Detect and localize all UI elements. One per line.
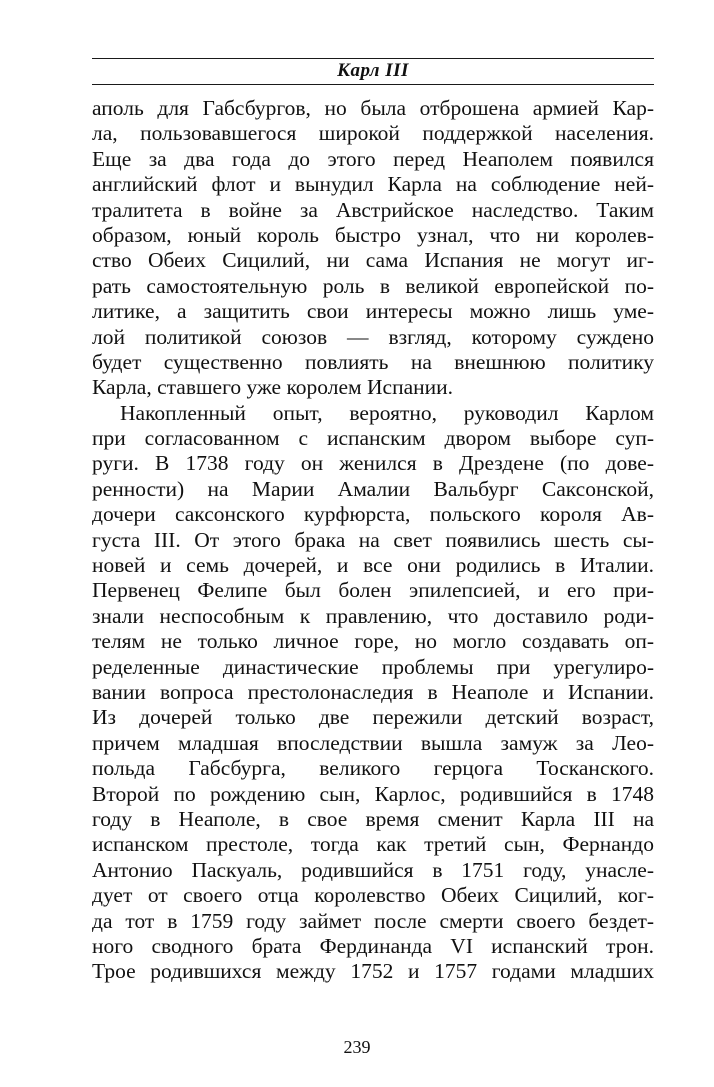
text-line: Первенец Фелипе был болен эпилепсией, и его при- bbox=[92, 578, 654, 603]
text-line: Карла, ставшего уже королем Испании. bbox=[92, 375, 454, 400]
paragraph-2 bbox=[92, 401, 654, 985]
text-line: причем младшая впоследствии вышла замуж за Лео- bbox=[92, 730, 654, 755]
text-line: да тот в 1759 году займет после смерти своего бездет- bbox=[92, 908, 654, 933]
text-line: тралитета в войне за Австрийское наследство. Таким bbox=[92, 197, 654, 222]
body-text bbox=[92, 96, 654, 985]
text-line: руги. В 1738 году он женился в Дрездене (по дове- bbox=[92, 451, 654, 476]
text-line: польда Габсбурга, великого герцога Тосканского. bbox=[92, 756, 654, 781]
text-line: Трое родившихся между 1752 и 1757 годами младших bbox=[92, 959, 654, 984]
text-line: ла, пользовавшегося широкой поддержкой населения. bbox=[92, 121, 654, 146]
text-line: дочери саксонского курфюрста, польского короля Ав- bbox=[92, 502, 654, 527]
text-line: вании вопроса престолонаследия в Неаполе и Испании. bbox=[92, 679, 654, 704]
text-line: Еще за два года до этого перед Неаполем появился bbox=[92, 146, 654, 171]
text-line: ределенные династические проблемы при урегулиро- bbox=[92, 654, 654, 679]
text-line: при согласованном с испанским двором выборе суп- bbox=[92, 426, 654, 451]
paragraph-1 bbox=[92, 96, 654, 401]
text-line: ренности) на Марии Амалии Вальбург Саксонской, bbox=[92, 476, 654, 501]
running-head bbox=[92, 52, 654, 86]
text-line: дует от своего отца королевство Обеих Сицилий, ког- bbox=[92, 883, 654, 908]
text-line: ство Обеих Сицилий, ни сама Испания не могут иг- bbox=[92, 248, 654, 273]
header-rule-top bbox=[92, 58, 654, 59]
text-line: ного сводного брата Фердинанда VI испанский трон. bbox=[92, 933, 654, 958]
text-line: испанском престоле, тогда как третий сын, Фернандо bbox=[92, 832, 654, 857]
text-line: английский флот и вынудил Карла на соблюдение ней- bbox=[92, 172, 654, 197]
text-line: литике, а защитить свои интересы можно лишь уме- bbox=[92, 299, 654, 324]
text-line: году в Неаполе, в свое время сменит Карла III на bbox=[92, 806, 654, 831]
text-line: новей и семь дочерей, и все они родились в Италии. bbox=[92, 553, 654, 578]
text-line: Антонио Паскуаль, родившийся в 1751 году, унасле- bbox=[92, 857, 654, 882]
text-line: образом, юный король быстро узнал, что ни королев- bbox=[92, 222, 654, 247]
text-line: лой политикой союзов — взгляд, которому суждено bbox=[92, 324, 654, 349]
text-line: рать самостоятельную роль в великой европейской по- bbox=[92, 273, 654, 298]
text-line: аполь для Габсбургов, но была отброшена армией Кар- bbox=[92, 96, 654, 120]
header-rule-bottom bbox=[92, 84, 654, 85]
text-line: знали неспособным к правлению, что доставило роди- bbox=[92, 603, 654, 628]
text-line: Из дочерей только две пережили детский возраст, bbox=[92, 705, 654, 730]
page-number: 239 bbox=[343, 1037, 371, 1057]
text-line: телям не только личное горе, но могло создавать оп- bbox=[92, 629, 654, 654]
text-line: будет существенно повлиять на внешнюю политику bbox=[92, 349, 654, 374]
text-line: Накопленный опыт, вероятно, руководил Карлом bbox=[120, 400, 654, 425]
text-line: густа III. От этого брака на свет появились шесть сы- bbox=[92, 527, 654, 552]
text-line: Второй по рождению сын, Карлос, родившийся в 1748 bbox=[92, 781, 654, 806]
running-head-title: Карл III bbox=[337, 60, 409, 81]
